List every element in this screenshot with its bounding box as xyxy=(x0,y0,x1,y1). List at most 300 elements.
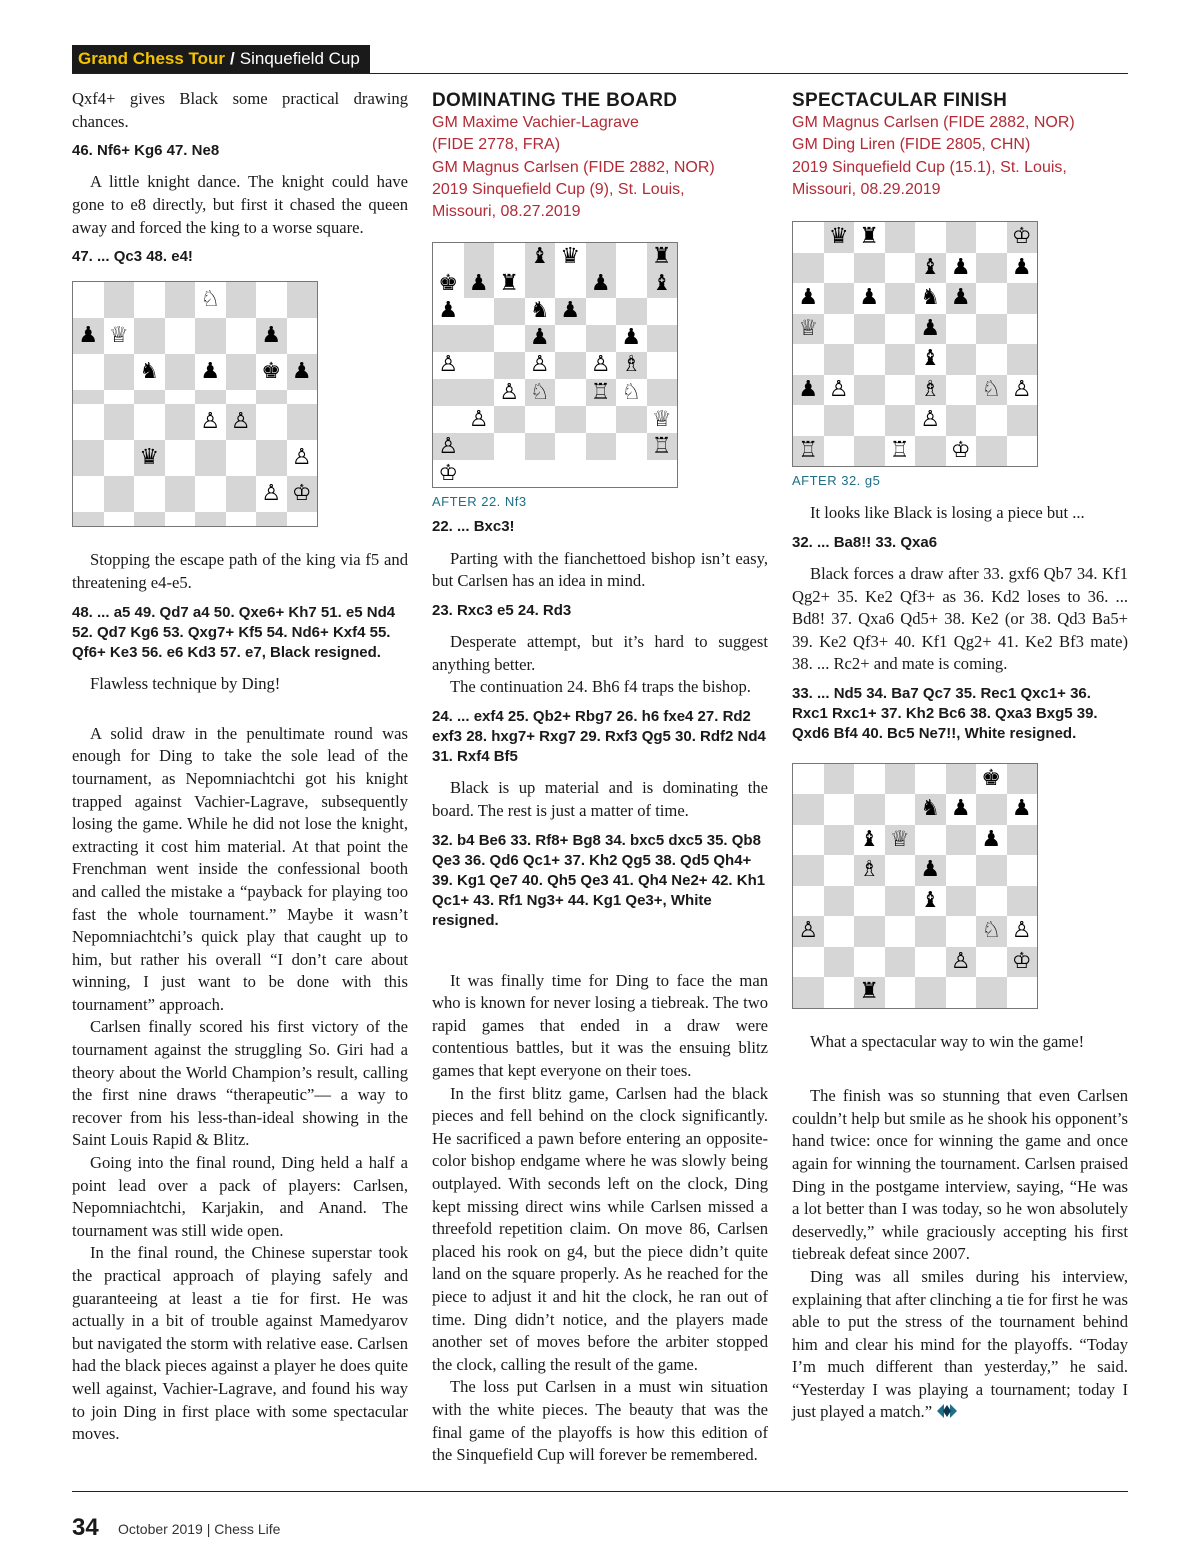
board-square xyxy=(885,253,916,284)
board-square xyxy=(73,390,104,404)
board-square xyxy=(616,298,647,325)
board-square xyxy=(494,379,525,406)
board-square xyxy=(1007,222,1038,253)
paragraph: The finish was so stunning that even Carlsen couldn’t help but smile as he shook his opponent’s hand twice: once for winning the game and once again for winning the tournament. Carlsen praised Ding in the postgame interview, saying, “He was a lot better than I was today, so he won absolutely deservedly,” while graciously accepting his first tiebreak defeat since 2007. xyxy=(792,1086,1128,1264)
paragraph: Black is up material and is dominating the board. The rest is just a matter of time. xyxy=(432,778,768,821)
black-pawn-icon: ♟ xyxy=(859,285,880,311)
game-info-line: (FIDE 2778, FRA) xyxy=(432,136,561,154)
board-square xyxy=(134,318,165,354)
board-square xyxy=(464,352,495,379)
black-king-icon: ♚ xyxy=(261,359,282,385)
board-square xyxy=(165,404,196,440)
paragraph: In the final round, the Chinese superstar took the practical approach of playing safely and guaranteeing at least a tie for first. He was actually in a bit of trouble against Mamedyarov but navigated the storm with relative ease. Carlsen had the black pieces against a player he does quite well against, Vachier-Lagrave, and found his way to join Ding in first place with some spectacular moves. xyxy=(72,1243,408,1444)
chess-diagram xyxy=(792,221,1038,467)
board-square xyxy=(824,916,855,947)
board-square xyxy=(134,476,165,512)
paragraph: Desperate attempt, but it’s hard to suggest anything better. xyxy=(432,632,768,674)
white-knight-icon: ♘ xyxy=(981,376,1002,402)
header-label xyxy=(72,45,370,73)
board-square xyxy=(976,947,1007,978)
board-square xyxy=(226,440,257,476)
move-notation: 32. b4 Be6 33. Rf8+ Bg8 34. bxc5 dxc5 35. Qb8 Qe3 36. Qd6 Qc1+ 37. Kh2 Qg5 38. Qd5 Qh4+ 39. Kg1 Qe7 40. Qh5 Qe3 41. Qh4 Ne2+ 42. Kh1 Qc1+ 43. Rf1 Ng3+ 44. Kg1 Qe3+, White resigned. xyxy=(432,831,766,930)
white-knight-icon: ♘ xyxy=(981,918,1002,944)
board-square xyxy=(616,243,647,270)
chess-diagram xyxy=(432,242,678,488)
board-square xyxy=(885,375,916,406)
board-square xyxy=(976,375,1007,406)
board-square xyxy=(464,325,495,352)
board-square xyxy=(195,318,226,354)
move-notation: 46. Nf6+ Kg6 47. Ne8 xyxy=(72,142,220,160)
board-square xyxy=(1007,375,1038,406)
black-pawn-icon: ♟ xyxy=(798,285,819,311)
white-pawn-icon: ♙ xyxy=(798,918,819,944)
board-square xyxy=(586,406,617,433)
black-pawn-icon: ♟ xyxy=(621,325,642,351)
board-square xyxy=(287,476,318,512)
board-square xyxy=(946,283,977,314)
board-square xyxy=(195,440,226,476)
board-square xyxy=(885,222,916,253)
board-square xyxy=(854,886,885,917)
black-pawn-icon: ♟ xyxy=(261,323,282,349)
board-square xyxy=(1007,253,1038,284)
game-info-line: 2019 Sinquefield Cup (9), St. Louis, xyxy=(432,180,685,198)
board-square xyxy=(885,825,916,856)
column-right xyxy=(792,88,1128,1424)
board-square xyxy=(256,404,287,440)
board-square xyxy=(885,436,916,467)
board-square xyxy=(287,404,318,440)
board-square xyxy=(287,282,318,318)
paragraph: In the first blitz game, Carlsen had the black pieces and fell behind on the clock significantly. He sacrificed a pawn before entering an opposite-color bishop endgame where he was slowly being outplayed. With seconds left on the clock, Ding kept missing direct wins while Carlsen missed a threefold repetition claim. On move 86, Carlsen placed his rook on g4, but the piece didn’t quite land on the square properly. As he reached for the piece to adjust it and hit the clock, he ran out of time. Ding didn’t notice, and the players made another set of moves before the arbiter stopped the clock, calling the result of the game. xyxy=(432,1083,768,1374)
board-square xyxy=(915,283,946,314)
board-square xyxy=(494,271,525,298)
board-square xyxy=(165,390,196,404)
board-square xyxy=(586,325,617,352)
black-knight-icon: ♞ xyxy=(529,298,550,324)
white-pawn-icon: ♙ xyxy=(438,352,459,378)
white-knight-icon: ♘ xyxy=(529,379,550,405)
board-square xyxy=(73,440,104,476)
board-square xyxy=(616,433,647,460)
board-square xyxy=(793,375,824,406)
board-square xyxy=(104,476,135,512)
board-square xyxy=(647,379,678,406)
game-info xyxy=(792,112,1128,201)
board-square xyxy=(134,512,165,526)
board-square xyxy=(824,436,855,467)
black-pawn-icon: ♟ xyxy=(950,796,971,822)
move-notation: 24. ... exf4 25. Qb2+ Rbg7 26. h6 fxe4 27. Rd2 exf3 28. hxg7+ Rxg7 29. Rxf3 Qg5 30. Rdf2 Nd4 31. Rxf4 Bf5 xyxy=(432,707,766,766)
white-pawn-icon: ♙ xyxy=(590,352,611,378)
board-square xyxy=(287,512,318,526)
board-square xyxy=(1007,405,1038,436)
board-square xyxy=(976,916,1007,947)
black-pawn-icon: ♟ xyxy=(529,325,550,351)
board-square xyxy=(824,947,855,978)
board-square xyxy=(824,825,855,856)
board-square xyxy=(793,344,824,375)
black-king-icon: ♚ xyxy=(438,271,459,297)
board-square xyxy=(976,314,1007,345)
board-square xyxy=(854,314,885,345)
board-square xyxy=(793,764,824,795)
board-square xyxy=(854,253,885,284)
game-info-line: GM Ding Liren (FIDE 2805, CHN) xyxy=(792,136,1031,154)
board-square xyxy=(433,298,464,325)
white-pawn-icon: ♙ xyxy=(291,445,312,471)
board-square xyxy=(793,283,824,314)
white-king-icon: ♔ xyxy=(950,437,971,463)
board-square xyxy=(464,379,495,406)
board-square xyxy=(915,794,946,825)
white-king-icon: ♔ xyxy=(438,460,459,486)
board-square xyxy=(946,222,977,253)
board-square xyxy=(824,344,855,375)
board-square xyxy=(885,947,916,978)
move-notation: 23. Rxc3 e5 24. Rd3 xyxy=(432,601,572,619)
board-square xyxy=(134,390,165,404)
chess-diagram xyxy=(792,763,1038,1009)
board-square xyxy=(226,512,257,526)
board-square xyxy=(256,440,287,476)
board-square xyxy=(793,916,824,947)
black-bishop-icon: ♝ xyxy=(920,254,941,280)
black-bishop-icon: ♝ xyxy=(920,887,941,913)
board-square xyxy=(946,977,977,1008)
board-square xyxy=(793,405,824,436)
game-info xyxy=(432,112,768,223)
board-square xyxy=(1007,344,1038,375)
board-square xyxy=(885,886,916,917)
board-square xyxy=(976,977,1007,1008)
black-bishop-icon: ♝ xyxy=(859,826,880,852)
board-square xyxy=(134,282,165,318)
board-square xyxy=(854,222,885,253)
game-title: SPECTACULAR FINISH xyxy=(792,90,1008,111)
move-notation: 47. ... Qc3 48. e4! xyxy=(72,248,193,266)
board-square xyxy=(824,375,855,406)
board-square xyxy=(433,406,464,433)
paragraph: Black forces a draw after 33. gxf6 Qb7 34. Kf1 Qg2+ 35. Ke2 Qf3+ as 36. Kd2 loses to 36. ... Bd8! 37. Qxa6 Qd5+ 38. Ke2 (or 38. Qd3 Ba5+ 39. Ke2 Qf3+ 40. Kf1 Qg2+ 41. Ke2 Bf3 mate) 38. ... Rc2+ and mate is coming. xyxy=(792,563,1128,674)
board-square xyxy=(616,406,647,433)
board-square xyxy=(165,440,196,476)
board-square xyxy=(976,764,1007,795)
board-square xyxy=(976,855,1007,886)
board-square xyxy=(165,318,196,354)
board-square xyxy=(915,764,946,795)
board-square xyxy=(494,325,525,352)
black-bishop-icon: ♝ xyxy=(529,244,550,270)
board-square xyxy=(464,243,495,270)
board-square xyxy=(226,282,257,318)
board-square xyxy=(946,344,977,375)
game-title: DOMINATING THE BOARD xyxy=(432,90,678,111)
board-square xyxy=(793,825,824,856)
board-square xyxy=(134,354,165,390)
game-info-line: 2019 Sinquefield Cup (15.1), St. Louis, xyxy=(792,158,1067,176)
white-bishop-icon: ♗ xyxy=(859,857,880,883)
black-pawn-icon: ♟ xyxy=(78,323,99,349)
diagram-caption: AFTER 32. g5 xyxy=(792,473,881,489)
board-square xyxy=(976,405,1007,436)
board-square xyxy=(885,283,916,314)
board-square xyxy=(1007,855,1038,886)
board-square xyxy=(946,764,977,795)
board-square xyxy=(915,436,946,467)
board-square xyxy=(73,282,104,318)
board-square xyxy=(1007,886,1038,917)
board-square xyxy=(915,916,946,947)
board-square xyxy=(464,406,495,433)
board-square xyxy=(104,440,135,476)
board-square xyxy=(1007,794,1038,825)
white-pawn-icon: ♙ xyxy=(230,409,251,435)
board-square xyxy=(433,243,464,270)
board-square xyxy=(824,222,855,253)
board-square xyxy=(915,405,946,436)
diagram-caption: AFTER 22. Nf3 xyxy=(432,494,527,510)
header-series: Grand Chess Tour xyxy=(78,49,226,68)
white-king-icon: ♔ xyxy=(291,481,312,507)
board-square xyxy=(165,354,196,390)
board-square xyxy=(555,298,586,325)
board-square xyxy=(494,352,525,379)
board-square xyxy=(946,794,977,825)
board-square xyxy=(433,271,464,298)
board-square xyxy=(287,354,318,390)
black-knight-icon: ♞ xyxy=(139,359,160,385)
black-bishop-icon: ♝ xyxy=(920,346,941,372)
board-square xyxy=(854,794,885,825)
board-square xyxy=(464,433,495,460)
board-square xyxy=(793,977,824,1008)
board-square xyxy=(793,314,824,345)
paragraph: Flawless technique by Ding! xyxy=(90,674,281,694)
board-square xyxy=(885,794,916,825)
white-rook-icon: ♖ xyxy=(590,379,611,405)
board-square xyxy=(73,318,104,354)
black-pawn-icon: ♟ xyxy=(798,376,819,402)
board-square xyxy=(647,352,678,379)
board-square xyxy=(226,390,257,404)
board-square xyxy=(854,436,885,467)
board-square xyxy=(915,977,946,1008)
board-square xyxy=(287,318,318,354)
board-square xyxy=(1007,977,1038,1008)
paragraph: Qxf4+ gives Black some practical drawing chances. xyxy=(72,89,408,131)
board-square xyxy=(195,476,226,512)
board-square xyxy=(647,433,678,460)
board-square xyxy=(915,375,946,406)
board-square xyxy=(946,886,977,917)
board-square xyxy=(525,379,556,406)
board-square xyxy=(854,855,885,886)
board-square xyxy=(824,283,855,314)
board-square xyxy=(525,325,556,352)
board-square xyxy=(616,352,647,379)
board-square xyxy=(104,354,135,390)
board-square xyxy=(793,436,824,467)
board-square xyxy=(854,947,885,978)
board-square xyxy=(104,404,135,440)
board-square xyxy=(525,271,556,298)
board-square xyxy=(976,344,1007,375)
black-rook-icon: ♜ xyxy=(651,244,672,270)
paragraph: It was finally time for Ding to face the man who is known for never losing a tiebreak. The two rapid games that ended in a draw were contentious battles, but it was the ensuing blitz games that kept everyone on their toes. xyxy=(432,970,768,1081)
board-square xyxy=(616,271,647,298)
board-square xyxy=(946,436,977,467)
board-square xyxy=(525,243,556,270)
black-rook-icon: ♜ xyxy=(859,224,880,250)
board-square xyxy=(1007,947,1038,978)
board-square xyxy=(854,977,885,1008)
white-rook-icon: ♖ xyxy=(651,433,672,459)
black-queen-icon: ♛ xyxy=(828,224,849,250)
white-queen-icon: ♕ xyxy=(798,315,819,341)
white-queen-icon: ♕ xyxy=(889,826,910,852)
paragraph: The continuation 24. Bh6 f4 traps the bishop. xyxy=(450,677,751,697)
board-square xyxy=(793,947,824,978)
black-pawn-icon: ♟ xyxy=(981,826,1002,852)
board-square xyxy=(195,282,226,318)
black-pawn-icon: ♟ xyxy=(1011,254,1032,280)
board-square xyxy=(647,298,678,325)
board-square xyxy=(586,352,617,379)
board-square xyxy=(1007,436,1038,467)
board-square xyxy=(586,271,617,298)
board-square xyxy=(165,282,196,318)
column-left xyxy=(72,88,408,1446)
move-notation: 32. ... Ba8!! 33. Qxa6 xyxy=(792,533,938,551)
black-knight-icon: ♞ xyxy=(920,796,941,822)
board-square xyxy=(647,243,678,270)
board-square xyxy=(586,243,617,270)
board-square xyxy=(494,298,525,325)
board-square xyxy=(793,886,824,917)
black-pawn-icon: ♟ xyxy=(920,315,941,341)
white-pawn-icon: ♙ xyxy=(261,481,282,507)
header-section: Sinquefield Cup xyxy=(239,49,360,68)
board-square xyxy=(433,352,464,379)
board-square xyxy=(885,344,916,375)
board-square xyxy=(946,314,977,345)
move-notation: 48. ... a5 49. Qd7 a4 50. Qxe6+ Kh7 51. e5 Nd4 52. Qd7 Kg6 53. Qxg7+ Kf5 54. Nd6+ Kxf4 55. Qf6+ Ke3 56. e6 Kd3 57. e7, Black resigned. xyxy=(72,603,396,661)
board-square xyxy=(555,325,586,352)
game-info-line: GM Magnus Carlsen (FIDE 2882, NOR) xyxy=(432,158,715,176)
black-king-icon: ♚ xyxy=(981,765,1002,791)
board-square xyxy=(915,825,946,856)
board-square xyxy=(915,855,946,886)
board-square xyxy=(885,977,916,1008)
board-square xyxy=(915,222,946,253)
white-pawn-icon: ♙ xyxy=(920,407,941,433)
board-square xyxy=(1007,314,1038,345)
white-pawn-icon: ♙ xyxy=(499,379,520,405)
board-square xyxy=(586,433,617,460)
board-square xyxy=(915,947,946,978)
board-square xyxy=(256,512,287,526)
black-queen-icon: ♛ xyxy=(139,445,160,471)
game-info-line: Missouri, 08.27.2019 xyxy=(432,203,581,221)
board-square xyxy=(793,794,824,825)
board-square xyxy=(433,325,464,352)
board-square xyxy=(555,271,586,298)
board-square xyxy=(555,433,586,460)
black-rook-icon: ♜ xyxy=(859,979,880,1005)
board-square xyxy=(824,977,855,1008)
board-square xyxy=(494,433,525,460)
board-square xyxy=(165,512,196,526)
white-king-icon: ♔ xyxy=(1011,948,1032,974)
board-square xyxy=(287,390,318,404)
board-square xyxy=(915,886,946,917)
board-square xyxy=(73,476,104,512)
paragraph: What a spectacular way to win the game! xyxy=(810,1031,1085,1051)
board-square xyxy=(433,379,464,406)
board-square xyxy=(616,379,647,406)
black-rook-icon: ♜ xyxy=(499,271,520,297)
black-knight-icon: ♞ xyxy=(920,285,941,311)
white-pawn-icon: ♙ xyxy=(468,406,489,432)
board-square xyxy=(824,253,855,284)
board-square xyxy=(824,764,855,795)
board-square xyxy=(555,352,586,379)
board-square xyxy=(555,406,586,433)
black-pawn-icon: ♟ xyxy=(291,359,312,385)
board-square xyxy=(73,404,104,440)
board-square xyxy=(525,406,556,433)
header-separator: / xyxy=(230,49,235,68)
board-square xyxy=(885,916,916,947)
white-bishop-icon: ♗ xyxy=(621,352,642,378)
paragraph: Carlsen finally scored his first victory of the tournament against the struggling So. Giri had a theory about the World Champion’s result, calling the first nine draws “therapeutic”— a way to recover from his less-than-ideal showing in the Saint Louis Rapid & Blitz. xyxy=(72,1017,408,1150)
board-square xyxy=(73,512,104,526)
white-pawn-icon: ♙ xyxy=(200,409,221,435)
column-middle xyxy=(432,88,768,1467)
board-square xyxy=(976,886,1007,917)
move-notation: 33. ... Nd5 34. Ba7 Qc7 35. Rec1 Qxc1+ 36. Rxc1 Rxc1+ 37. Kh2 Bc6 38. Qxa3 Bxg5 39. Qxd6 Bf4 40. Bc5 Ne7!!, White resigned. xyxy=(792,684,1098,743)
board-square xyxy=(195,512,226,526)
board-square xyxy=(195,354,226,390)
board-square xyxy=(616,325,647,352)
board-square xyxy=(1007,916,1038,947)
board-square xyxy=(134,440,165,476)
board-square xyxy=(226,318,257,354)
board-square xyxy=(946,253,977,284)
paragraph: Stopping the escape path of the king via f5 and threatening e4-e5. xyxy=(72,550,408,592)
white-knight-icon: ♘ xyxy=(621,379,642,405)
board-square xyxy=(793,253,824,284)
black-pawn-icon: ♟ xyxy=(468,271,489,297)
board-square xyxy=(256,476,287,512)
board-square xyxy=(976,222,1007,253)
board-square xyxy=(854,405,885,436)
board-square xyxy=(165,476,196,512)
board-square xyxy=(287,440,318,476)
board-square xyxy=(464,271,495,298)
white-rook-icon: ♖ xyxy=(798,437,819,463)
board-square xyxy=(885,855,916,886)
board-square xyxy=(854,283,885,314)
board-square xyxy=(946,375,977,406)
move-notation: 22. ... Bxc3! xyxy=(432,518,515,536)
board-square xyxy=(915,314,946,345)
board-square xyxy=(494,406,525,433)
board-square xyxy=(885,314,916,345)
board-square xyxy=(946,916,977,947)
